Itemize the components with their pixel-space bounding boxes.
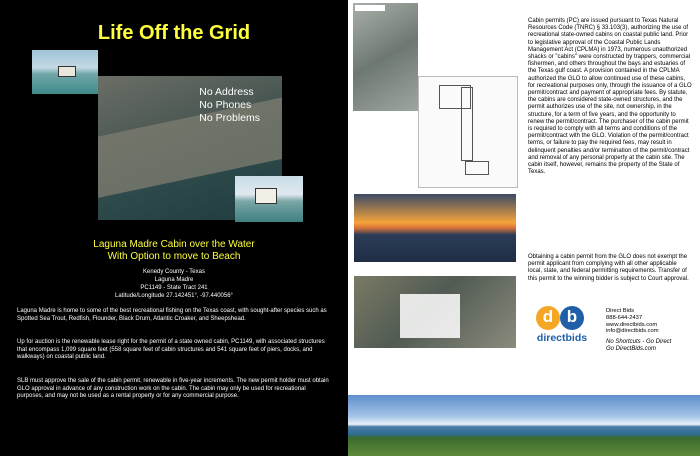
website-link[interactable]: www.directbids.com: [606, 321, 658, 328]
site-diagram: [418, 76, 518, 188]
sunset-photo: [354, 194, 516, 262]
slogan: No Shortcuts - Go Direct Go DirectBids.com: [606, 339, 672, 353]
bay-landscape-photo: [348, 395, 700, 456]
description-paragraph-2: Up for auction is the renewable lease right for the permit of a state owned cabin, PC1149, with associated structures that encompass 1,099 square feet (558 square feet of cabin structures and 541 square feet of piers, docks, and walkways) on coastal public land.: [17, 339, 325, 361]
email-link[interactable]: info@directbids.com: [606, 328, 659, 335]
property-info: Kenedy County - Texas Laguna Madre PC1149 - State Tract 241 Latitude/Longitude 27.142451°, -97.440056°: [115, 269, 233, 299]
listing-subtitle: Laguna Madre Cabin over the Water With Option to move to Beach: [93, 239, 255, 262]
cabin-photo-small: [32, 50, 98, 94]
aerial-overlay-text: No Address No Phones No Problems: [199, 86, 260, 124]
permit-exemption-text: Obtaining a cabin permit from the GLO does not exempt the permit applicant from complying with all other applicable local, state, and federal permitting requirements. Transfer of this permit to the winning bidder is subject to Court approval.: [528, 254, 689, 282]
left-page: [0, 0, 348, 456]
permit-text: Cabin permits (PC) are issued pursuant to Texas Natural Resources Code (TNRC) § 33.103(3), authorizing the use of recreational state-owned cabins on coastal public land. Prior to legislative approval of the Coastal Public Lands Management Act (CPLMA) in 1973, numerous unauthorized shacks or "cabins" were constructed by trappers, commercial fishermen, and others throughout the bays and estuaries of the Texas gulf coast. A provision contained in the CPLMA authorized the GLO to allow continued use of these cabins, for recreational purposes only, through the issuance of a GLO permit/contract and payment of appropriate fees. By statute, the cabins are considered state-owned structures, and the permit authorizes use of the site, not ownership, in the structure, for a term of five years, and the opportunity to renew the permit/contract. The purchaser of the cabin permit is required to comply with all terms and conditions of the permit/contract with the GLO. Violation of the permit/contract terms, or failure to pay the required fees, may result in delinquent penalties and/or termination of the permit/contract and removal of any personal property at the cabin site. The cabin itself, however, remains the property of the State of Texas.: [528, 18, 692, 176]
contact-info: Direct Bids 888-644-2437 www.directbids.com info@directbids.com: [606, 308, 659, 335]
plat-header: [421, 4, 491, 11]
satellite-map: [354, 276, 516, 348]
cabin-photo-closeup: [235, 176, 303, 222]
location-map: [353, 3, 418, 111]
description-paragraph-1: Laguna Madre is home to some of the best recreational fishing on the Texas coast, with sought-after species such as Spotted Sea Trout, Redfish, Flounder, Black Drum, Atlantic Croaker, and Sheepshead.: [17, 308, 327, 322]
directbids-logo[interactable]: d b directbids: [536, 307, 588, 344]
description-paragraph-3: SLB must approve the sale of the cabin permit, renewable in five-year increments. The new permit holder must obtain GLO approval in advance of any construction work on the cabin. The cabin may only be used for recreational purposes, and may not be used as a rental property or for any commercial purpose.: [17, 378, 329, 400]
page-title: Life Off the Grid: [97, 22, 251, 44]
